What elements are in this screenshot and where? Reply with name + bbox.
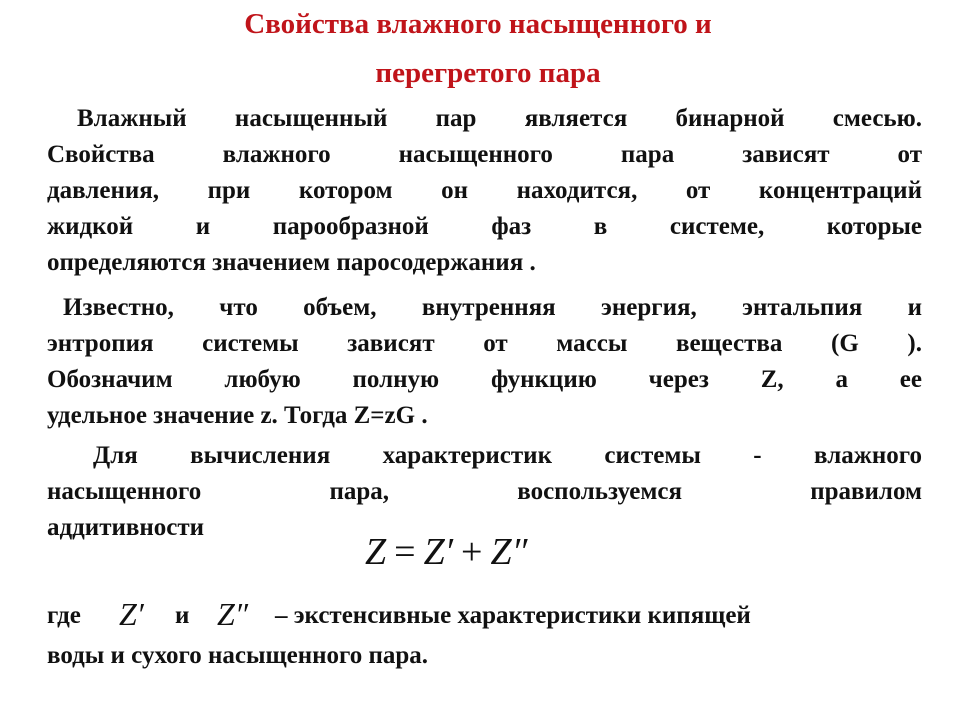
- formula-term-liquid: Z′: [423, 531, 454, 573]
- formula-term-vapor: Z″: [490, 531, 528, 573]
- paragraph-line: аддитивности: [47, 514, 205, 541]
- paragraph-line: насыщенного пара, воспользуемся правилом: [47, 478, 922, 505]
- additivity-formula: [365, 528, 527, 576]
- paragraph-line: определяются значением паросодержания .: [47, 249, 536, 276]
- paragraph-line: жидкой и парообразной фаз в системе, которые: [47, 213, 922, 240]
- slide-title-line-1: Свойства влажного насыщенного и: [244, 8, 712, 40]
- word-and: и: [175, 602, 190, 629]
- paragraph-line: Свойства влажного насыщенного пара зависят от: [47, 141, 922, 168]
- paragraph-line: энтропия системы зависят от массы вещества (G ).: [47, 330, 922, 357]
- symbol-z-double-prime: Z″: [217, 596, 249, 632]
- paragraph-where-definition: [47, 596, 922, 674]
- paragraph-line: Обозначим любую полную функцию через Z, а ее: [47, 366, 922, 393]
- formula-lhs: Z: [365, 531, 387, 573]
- paragraph-extensive-properties: [47, 290, 922, 434]
- formula-equals: =: [394, 531, 416, 573]
- paragraph-line: Известно, что объем, внутренняя энергия, энтальпия и: [63, 294, 922, 321]
- paragraph-line: Влажный насыщенный пар является бинарной смесью.: [77, 105, 922, 132]
- word-where: где: [47, 602, 81, 629]
- symbol-z-prime: Z′: [119, 596, 144, 632]
- where-definition-line-2: воды и сухого насыщенного пара.: [47, 642, 429, 669]
- paragraph-line: удельное значение z. Тогда Z=zG .: [47, 402, 428, 429]
- paragraph-wet-steam-definition: [47, 101, 922, 281]
- where-definition-text: – экстенсивные характеристики кипящей: [275, 602, 751, 629]
- slide-title-line-2: перегретого пара: [375, 57, 601, 89]
- paragraph-line: давления, при котором он находится, от концентраций: [47, 177, 922, 204]
- paragraph-line: Для вычисления характеристик системы - влажного: [93, 442, 922, 469]
- formula-plus: +: [461, 531, 483, 573]
